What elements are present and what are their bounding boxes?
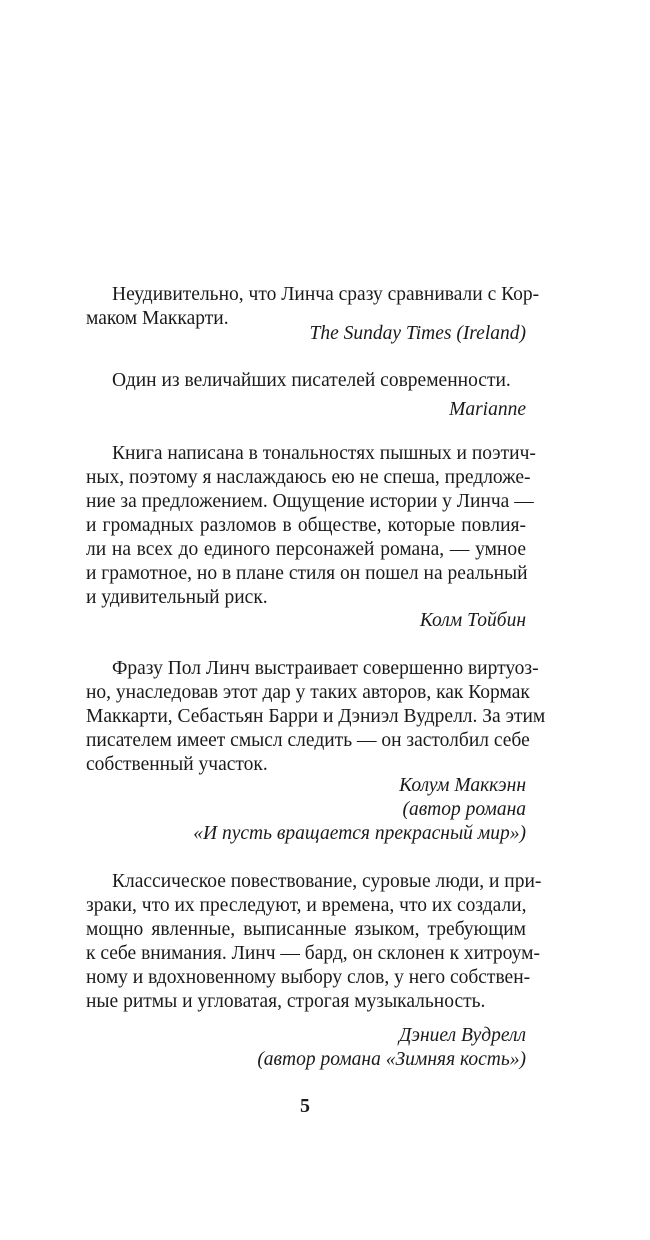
quote-line: ных, поэтому я наслаждаюсь ею не спеша, предложе- [86, 467, 531, 488]
source-line: «И пусть вращается прекрасный мир») [193, 823, 526, 844]
page-number: 5 [300, 1095, 310, 1117]
quote-source [449, 398, 526, 422]
source-line: Колм Тойбин [419, 610, 526, 631]
quote-text [86, 442, 536, 610]
source-line: Колум Маккэнн [399, 775, 526, 796]
source-line: The Sunday Times (Ireland) [309, 323, 526, 344]
quote-source [193, 774, 526, 846]
quote-line: Неудивительно, что Линча сразу сравнивали с Кор- [112, 284, 540, 305]
quote-line: собственный участок. [86, 754, 268, 775]
quote-text [86, 657, 546, 777]
quote-line: к себе внимания. Линч — бард, он склонен к хитроум- [86, 943, 540, 964]
quote-source [257, 1024, 526, 1072]
quote-line: мощно явленные, выписанные языком, требующим [86, 919, 526, 940]
quote-line: Один из величайших писателей современности. [112, 370, 511, 391]
quote-line: ли на всех до единого персонажей романа, — умное [86, 539, 526, 560]
quote-line: Маккарти, Себастьян Барри и Дэниэл Вудрелл. За этим [86, 706, 546, 727]
quote-line: писателем имеет смысл следить — он застолбил себе [86, 730, 530, 751]
quote-line: ному и вдохновенному выбору слов, у него собствен- [86, 967, 531, 988]
quote-line: Книга написана в тональностях пышных и поэтич- [112, 443, 536, 464]
quote-line: и удивительный риск. [86, 587, 268, 608]
source-line: (автор романа [402, 799, 526, 820]
quote-source [310, 322, 526, 346]
quote-line: но, унаследовав этот дар у таких авторов, как Кормак [86, 682, 530, 703]
source-line: (автор романа «Зимняя кость») [257, 1049, 526, 1070]
quote-line: и грамотное, но в плане стиля он пошел на реальный [86, 563, 528, 584]
quote-line: и громадных разломов в обществе, которые повлия- [86, 515, 526, 536]
quote-text [86, 870, 542, 1014]
source-line: Дэниел Вудрелл [399, 1025, 526, 1046]
quote-line: ние за предложением. Ощущение истории у Линча — [86, 491, 534, 512]
source-line: Marianne [449, 399, 526, 420]
quote-text [86, 369, 526, 393]
quote-line: Фразу Пол Линч выстраивает совершенно виртуоз- [112, 658, 539, 679]
quote-line: зраки, что их преследуют, и времена, что их создали, [86, 895, 527, 916]
quote-line: ные ритмы и угловатая, строгая музыкальность. [86, 991, 486, 1012]
quote-line: маком Маккарти. [86, 308, 229, 329]
quote-source [420, 609, 526, 633]
quote-line: Классическое повествование, суровые люди, и при- [112, 871, 542, 892]
